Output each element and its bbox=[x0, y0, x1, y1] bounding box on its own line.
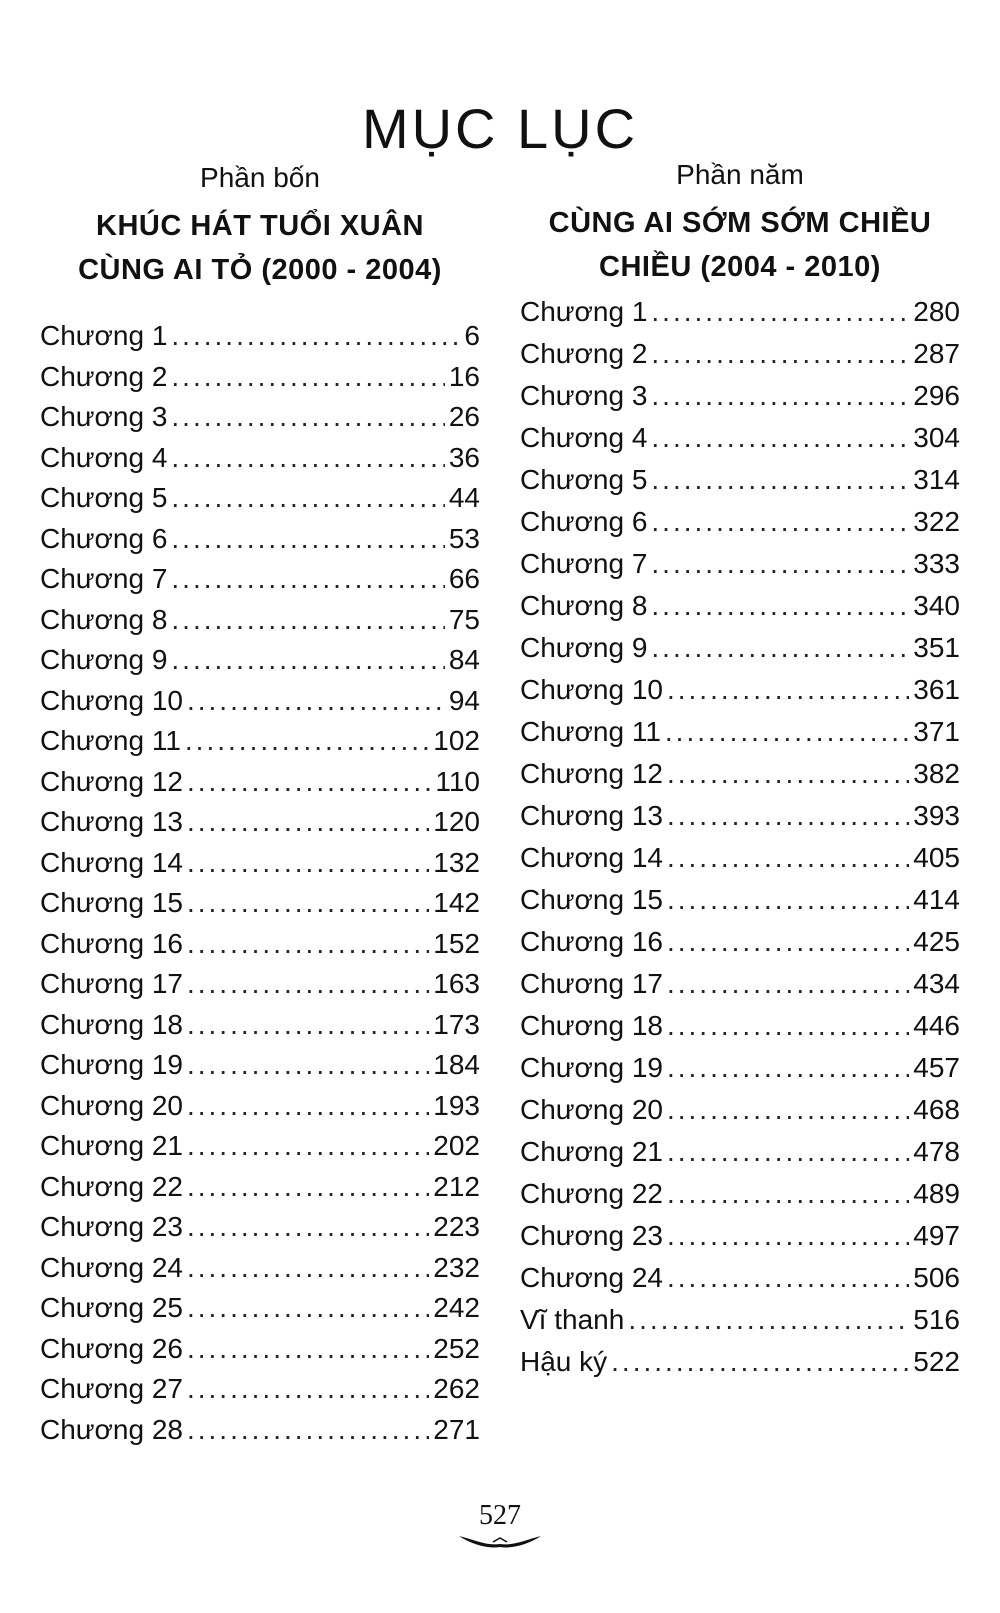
entry-name: Chương 22 bbox=[520, 1178, 663, 1209]
entry-name: Chương 25 bbox=[40, 1292, 183, 1323]
entry-name: Chương 14 bbox=[520, 842, 663, 873]
toc-entry bbox=[40, 1410, 480, 1451]
entry-name: Chương 19 bbox=[40, 1049, 183, 1080]
entry-name: Chương 6 bbox=[40, 522, 168, 554]
toc-entry bbox=[520, 459, 960, 501]
toc-entry bbox=[520, 711, 960, 753]
dot-leader bbox=[187, 802, 429, 843]
dot-leader bbox=[611, 1341, 909, 1383]
entry-name: Chương 28 bbox=[40, 1413, 183, 1445]
toc-entry bbox=[40, 1167, 480, 1208]
toc-entry bbox=[520, 837, 960, 879]
entry-name: Chương 13 bbox=[40, 806, 183, 837]
toc-entry bbox=[40, 1288, 480, 1329]
toc-entry bbox=[40, 883, 480, 924]
toc-entry bbox=[520, 879, 960, 921]
entry-name: Chương 12 bbox=[40, 765, 183, 797]
dot-leader bbox=[667, 1047, 909, 1089]
entry-page-number: 94 bbox=[448, 684, 480, 716]
toc-entry bbox=[520, 795, 960, 837]
dot-leader bbox=[628, 1299, 909, 1341]
part-title bbox=[40, 204, 480, 292]
toc-entry bbox=[40, 1248, 480, 1289]
entry-page-number: 16 bbox=[448, 360, 480, 392]
toc-entry bbox=[40, 843, 480, 884]
toc-entry bbox=[40, 316, 480, 357]
entry-name: Chương 23 bbox=[520, 1220, 663, 1251]
toc-entry bbox=[40, 1005, 480, 1046]
entry-page-number: 120 bbox=[433, 806, 480, 837]
dot-leader bbox=[187, 924, 429, 965]
dot-leader bbox=[171, 640, 444, 681]
toc-entry bbox=[40, 478, 480, 519]
dot-leader bbox=[667, 669, 909, 711]
dot-leader bbox=[187, 1410, 429, 1451]
dot-leader bbox=[171, 357, 444, 398]
flourish-ornament-icon bbox=[455, 1532, 545, 1550]
entry-name: Chương 16 bbox=[40, 927, 183, 959]
entry-page-number: 371 bbox=[913, 716, 960, 747]
entry-page-number: 446 bbox=[913, 1010, 960, 1041]
toc-entry bbox=[520, 1047, 960, 1089]
toc-entry bbox=[520, 1299, 960, 1341]
dot-leader bbox=[171, 519, 444, 560]
entry-page-number: 434 bbox=[913, 968, 960, 999]
dot-leader bbox=[667, 1215, 909, 1257]
toc-entry bbox=[40, 600, 480, 641]
dot-leader bbox=[667, 1005, 909, 1047]
dot-leader bbox=[187, 964, 429, 1005]
entry-page-number: 26 bbox=[448, 401, 480, 432]
chapter-list bbox=[40, 316, 480, 1450]
entry-name: Chương 26 bbox=[40, 1332, 183, 1364]
entry-page-number: 232 bbox=[433, 1251, 480, 1283]
entry-name: Chương 6 bbox=[520, 506, 648, 537]
entry-name: Chương 24 bbox=[520, 1262, 663, 1293]
dot-leader bbox=[171, 600, 444, 641]
entry-name: Chương 11 bbox=[40, 725, 181, 756]
dot-leader bbox=[667, 963, 909, 1005]
entry-page-number: 36 bbox=[448, 441, 480, 473]
entry-name: Hậu ký bbox=[520, 1346, 608, 1377]
entry-page-number: 351 bbox=[913, 632, 960, 663]
entry-page-number: 262 bbox=[433, 1373, 480, 1404]
entry-name: Chương 13 bbox=[520, 800, 663, 831]
entry-page-number: 163 bbox=[433, 968, 480, 999]
toc-entry bbox=[40, 964, 480, 1005]
entry-name: Chương 15 bbox=[40, 887, 183, 918]
dot-leader bbox=[651, 291, 909, 333]
toc-entry bbox=[40, 721, 480, 762]
entry-name: Chương 11 bbox=[520, 716, 661, 747]
dot-leader bbox=[187, 1369, 429, 1410]
dot-leader bbox=[651, 627, 909, 669]
entry-page-number: 340 bbox=[913, 590, 960, 621]
entry-name: Chương 4 bbox=[520, 422, 648, 453]
entry-page-number: 202 bbox=[433, 1130, 480, 1161]
dot-leader bbox=[187, 1045, 429, 1086]
entry-name: Vĩ thanh bbox=[520, 1304, 625, 1335]
entry-name: Chương 20 bbox=[520, 1094, 663, 1125]
toc-entry bbox=[520, 963, 960, 1005]
entry-page-number: 489 bbox=[913, 1178, 960, 1209]
part-title-line: CHIỀU (2004 - 2010) bbox=[599, 251, 881, 283]
entry-page-number: 425 bbox=[913, 926, 960, 957]
toc-entry bbox=[40, 1369, 480, 1410]
entry-name: Chương 10 bbox=[520, 674, 663, 705]
entry-page-number: 468 bbox=[913, 1094, 960, 1125]
part-title-line: KHÚC HÁT TUỔI XUÂN bbox=[96, 210, 424, 242]
entry-page-number: 414 bbox=[913, 884, 960, 915]
dot-leader bbox=[185, 721, 429, 762]
toc-entry bbox=[40, 519, 480, 560]
entry-name: Chương 8 bbox=[40, 603, 168, 635]
dot-leader bbox=[187, 1086, 429, 1127]
dot-leader bbox=[667, 1173, 909, 1215]
entry-page-number: 304 bbox=[913, 422, 960, 453]
part-four-column bbox=[40, 158, 480, 1450]
entry-name: Chương 9 bbox=[520, 632, 648, 663]
entry-name: Chương 7 bbox=[520, 548, 648, 579]
dot-leader bbox=[667, 1131, 909, 1173]
dot-leader bbox=[187, 1207, 429, 1248]
dot-leader bbox=[651, 543, 909, 585]
entry-page-number: 322 bbox=[913, 506, 960, 537]
entry-page-number: 393 bbox=[913, 800, 960, 831]
dot-leader bbox=[171, 438, 444, 479]
entry-name: Chương 2 bbox=[520, 338, 648, 369]
dot-leader bbox=[667, 753, 909, 795]
dot-leader bbox=[187, 1288, 429, 1329]
entry-page-number: 457 bbox=[913, 1052, 960, 1083]
entry-name: Chương 1 bbox=[520, 296, 648, 327]
entry-page-number: 333 bbox=[913, 548, 960, 579]
toc-entry bbox=[520, 375, 960, 417]
toc-entry bbox=[40, 924, 480, 965]
entry-name: Chương 18 bbox=[40, 1008, 183, 1040]
toc-entry bbox=[520, 1005, 960, 1047]
toc-entry bbox=[520, 1173, 960, 1215]
toc-entry bbox=[520, 501, 960, 543]
toc-entry bbox=[40, 802, 480, 843]
entry-name: Chương 14 bbox=[40, 846, 183, 878]
entry-name: Chương 3 bbox=[520, 380, 648, 411]
part-five-column bbox=[520, 155, 960, 1383]
dot-leader bbox=[651, 585, 909, 627]
entry-page-number: 152 bbox=[433, 927, 480, 959]
dot-leader bbox=[651, 375, 909, 417]
toc-entry bbox=[520, 1215, 960, 1257]
entry-page-number: 252 bbox=[433, 1332, 480, 1364]
dot-leader bbox=[187, 1248, 429, 1289]
entry-page-number: 522 bbox=[913, 1346, 960, 1377]
entry-page-number: 296 bbox=[913, 380, 960, 411]
entry-page-number: 478 bbox=[913, 1136, 960, 1167]
entry-name: Chương 24 bbox=[40, 1251, 183, 1283]
entry-page-number: 382 bbox=[913, 758, 960, 789]
toc-entry bbox=[40, 1045, 480, 1086]
toc-entry bbox=[520, 1341, 960, 1383]
toc-entry bbox=[520, 333, 960, 375]
entry-name: Chương 2 bbox=[40, 360, 168, 392]
toc-entry bbox=[520, 1089, 960, 1131]
dot-leader bbox=[187, 843, 429, 884]
entry-name: Chương 7 bbox=[40, 563, 168, 594]
entry-page-number: 287 bbox=[913, 338, 960, 369]
part-label: Phần bốn bbox=[200, 162, 320, 193]
dot-leader bbox=[187, 1167, 429, 1208]
dot-leader bbox=[171, 397, 444, 438]
entry-name: Chương 3 bbox=[40, 401, 168, 432]
toc-entry bbox=[520, 585, 960, 627]
entry-name: Chương 17 bbox=[40, 968, 183, 999]
entry-name: Chương 20 bbox=[40, 1089, 183, 1121]
dot-leader bbox=[667, 795, 909, 837]
toc-entry bbox=[40, 1207, 480, 1248]
toc-entry bbox=[520, 543, 960, 585]
part-label: Phần năm bbox=[676, 159, 804, 190]
entry-name: Chương 27 bbox=[40, 1373, 183, 1404]
toc-entry bbox=[40, 1329, 480, 1370]
entry-name: Chương 5 bbox=[40, 482, 168, 513]
toc-entry bbox=[40, 1086, 480, 1127]
dot-leader bbox=[667, 1089, 909, 1131]
chapter-list bbox=[520, 291, 960, 1383]
entry-page-number: 66 bbox=[448, 563, 480, 594]
entry-name: Chương 18 bbox=[520, 1010, 663, 1041]
entry-page-number: 242 bbox=[433, 1292, 480, 1323]
entry-name: Chương 22 bbox=[40, 1170, 183, 1202]
entry-page-number: 184 bbox=[433, 1049, 480, 1080]
dot-leader bbox=[667, 921, 909, 963]
entry-page-number: 361 bbox=[913, 674, 960, 705]
part-title-line: CÙNG AI SỚM SỚM CHIỀU bbox=[548, 207, 932, 239]
page-footer bbox=[0, 1500, 1000, 1550]
entry-page-number: 173 bbox=[433, 1008, 480, 1040]
toc-entry bbox=[40, 357, 480, 398]
entry-page-number: 212 bbox=[433, 1170, 480, 1202]
entry-page-number: 223 bbox=[433, 1211, 480, 1242]
dot-leader bbox=[187, 883, 429, 924]
dot-leader bbox=[171, 478, 444, 519]
dot-leader bbox=[667, 1257, 909, 1299]
entry-name: Chương 8 bbox=[520, 590, 648, 621]
dot-leader bbox=[187, 681, 445, 722]
entry-name: Chương 12 bbox=[520, 758, 663, 789]
dot-leader bbox=[667, 879, 909, 921]
entry-page-number: 75 bbox=[448, 603, 480, 635]
dot-leader bbox=[171, 316, 460, 357]
entry-name: Chương 10 bbox=[40, 684, 183, 716]
dot-leader bbox=[187, 1005, 429, 1046]
page-title: MỤC LỤC bbox=[361, 96, 639, 160]
entry-page-number: 142 bbox=[433, 887, 480, 918]
toc-entry bbox=[520, 921, 960, 963]
entry-page-number: 84 bbox=[448, 644, 480, 675]
entry-page-number: 132 bbox=[433, 846, 480, 878]
entry-name: Chương 21 bbox=[40, 1130, 183, 1161]
entry-page-number: 102 bbox=[433, 725, 480, 756]
dot-leader bbox=[171, 559, 444, 600]
entry-page-number: 516 bbox=[913, 1304, 960, 1335]
entry-name: Chương 15 bbox=[520, 884, 663, 915]
toc-entry bbox=[40, 559, 480, 600]
entry-page-number: 6 bbox=[464, 320, 480, 351]
entry-name: Chương 1 bbox=[40, 320, 168, 351]
toc-entry bbox=[520, 627, 960, 669]
dot-leader bbox=[651, 333, 909, 375]
toc-entry bbox=[520, 417, 960, 459]
toc-entry bbox=[40, 1126, 480, 1167]
entry-name: Chương 5 bbox=[520, 464, 648, 495]
toc-entry bbox=[40, 438, 480, 479]
entry-name: Chương 21 bbox=[520, 1136, 663, 1167]
entry-name: Chương 9 bbox=[40, 644, 168, 675]
dot-leader bbox=[187, 762, 431, 803]
toc-entry bbox=[520, 669, 960, 711]
entry-page-number: 314 bbox=[913, 464, 960, 495]
entry-name: Chương 17 bbox=[520, 968, 663, 999]
dot-leader bbox=[187, 1126, 429, 1167]
entry-page-number: 280 bbox=[913, 296, 960, 327]
entry-page-number: 44 bbox=[448, 482, 480, 513]
entry-page-number: 110 bbox=[435, 765, 480, 797]
toc-entry bbox=[40, 762, 480, 803]
part-title bbox=[520, 201, 960, 289]
toc-entry bbox=[520, 291, 960, 333]
toc-entry bbox=[40, 397, 480, 438]
toc-entry bbox=[40, 681, 480, 722]
entry-page-number: 193 bbox=[433, 1089, 480, 1121]
dot-leader bbox=[667, 837, 909, 879]
entry-page-number: 506 bbox=[913, 1262, 960, 1293]
toc-entry bbox=[520, 1257, 960, 1299]
toc-entry bbox=[40, 640, 480, 681]
dot-leader bbox=[665, 711, 909, 753]
entry-name: Chương 4 bbox=[40, 441, 168, 473]
dot-leader bbox=[651, 459, 909, 501]
entry-name: Chương 16 bbox=[520, 926, 663, 957]
entry-name: Chương 23 bbox=[40, 1211, 183, 1242]
dot-leader bbox=[651, 501, 909, 543]
toc-entry bbox=[520, 1131, 960, 1173]
entry-name: Chương 19 bbox=[520, 1052, 663, 1083]
dot-leader bbox=[651, 417, 909, 459]
part-title-line: CÙNG AI TỎ (2000 - 2004) bbox=[78, 254, 442, 286]
entry-page-number: 271 bbox=[433, 1413, 480, 1445]
entry-page-number: 53 bbox=[448, 522, 480, 554]
entry-page-number: 405 bbox=[913, 842, 960, 873]
page-number: 527 bbox=[479, 1500, 521, 1531]
entry-page-number: 497 bbox=[913, 1220, 960, 1251]
dot-leader bbox=[187, 1329, 429, 1370]
toc-entry bbox=[520, 753, 960, 795]
